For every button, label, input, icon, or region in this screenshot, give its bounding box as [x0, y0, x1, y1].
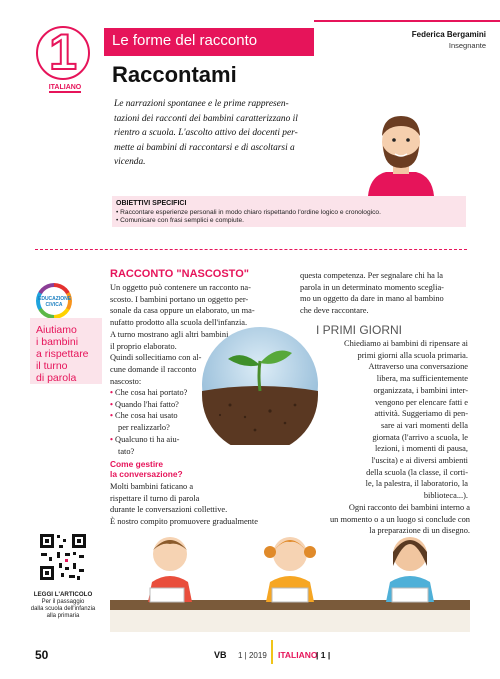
header-rule — [314, 20, 500, 22]
author-name: Federica Bergamini — [411, 30, 486, 39]
issue-info: 1 | 2019 — [238, 651, 267, 660]
column-1-text: Un oggetto può contenere un racconto na- scosto. I bambini portano un oggetto per- sonale da casa oppure un elaborato, un ma- nufatto prodotto alla scuola dell'infanzia. A turno mostrano agli altri bambini il proprio elaborato. Quindi sollecitiamo con al- cune domande il racconto nascosto: — [110, 283, 255, 386]
page-number: 50 — [35, 648, 49, 662]
subject-label: ITALIANO — [48, 84, 82, 91]
author-portrait — [356, 106, 446, 196]
list-item: • Che cosa hai portato? — [110, 388, 188, 397]
column-1-tail: Molti bambini faticano a rispettare il turno di parola durante le conversazioni collettive. È nostro compito promuovere gradualmente — [110, 482, 258, 527]
children-drawing-illustration — [110, 522, 470, 632]
footer-divider — [271, 640, 273, 664]
objective-item: • Raccontare esperienze personali in modo chiaro rispettando l'ordine logico e cronologico. — [116, 209, 381, 216]
qr-caption: LEGGI L'ARTICOLO Per il passaggio dalla scuola dell'infanzia alla primaria — [30, 591, 96, 619]
section-title: Le forme del racconto — [112, 32, 258, 49]
unit-number: 1 — [49, 24, 77, 80]
qr-code-icon[interactable] — [37, 531, 89, 583]
subheading: Come gestire la conversazione? — [110, 459, 183, 479]
magazine-logo: VB — [214, 650, 227, 660]
aside-text: Aiutiamo i bambini a rispettare il turno di parola — [36, 324, 89, 384]
section-divider — [35, 249, 467, 250]
footer-subject: ITALIANO — [278, 650, 318, 660]
section-heading: I PRIMI GIORNI — [316, 323, 403, 337]
article-title: Raccontami — [112, 62, 237, 87]
column-2-top: questa competenza. Per segnalare chi ha la parola in un determinato momento sceglia- mo un oggetto da dare in mano al bambino che deve raccontare. — [300, 271, 444, 316]
author-role: Insegnante — [448, 41, 486, 50]
section-heading: RACCONTO "NASCOSTO" — [110, 268, 249, 280]
column-2-tail: Ogni racconto dei bambini interno a un momento o a un luogo si conclude con la preparazione di un disegno. — [329, 503, 470, 536]
footer-section: | 1 | — [316, 650, 331, 660]
list-item: • Qualcuno ti ha aiu- — [110, 434, 180, 444]
objectives-title: OBIETTIVI SPECIFICI — [116, 200, 187, 207]
column-2-text: Chiediamo ai bambini di ripensare ai primi giorni alla scuola primaria. Attraverso una conversazione libera, ma sufficientemente organizzata, i bambini inter- vengono per elencare fatti e attività. Suggeriamo di pen- sare ai vari momenti della giornata (l'arrivo a scuola, le lezioni, i momenti di pausa, l'uscita) e ai diversi ambienti della scuola (la classe, il corti- le, la palestra, il laboratorio, la biblioteca...). — [344, 339, 468, 501]
list-item: • Che cosa hai usato — [110, 411, 178, 421]
list-item: • Quando l'hai fatto? — [110, 399, 179, 409]
article-intro: Le narrazioni spontanee e le prime rappresen- tazioni dei racconti dei bambini caratterizzano il rientro a scuola. L'ascolto attivo dei docenti per- mette ai bambini di raccontarsi e di ascoltarsi a vicenda. — [114, 99, 298, 167]
civic-badge-label: EDUCAZIONE CIVICA — [38, 296, 72, 308]
objective-item: • Comunicare con frasi semplici e compiute. — [116, 217, 245, 224]
question-list: • Che cosa hai portato? • Quando l'hai fatto? • Che cosa hai usato per realizzarlo? • Qualcuno ti ha aiu- tato? — [110, 387, 210, 457]
sprout-illustration — [200, 325, 320, 445]
